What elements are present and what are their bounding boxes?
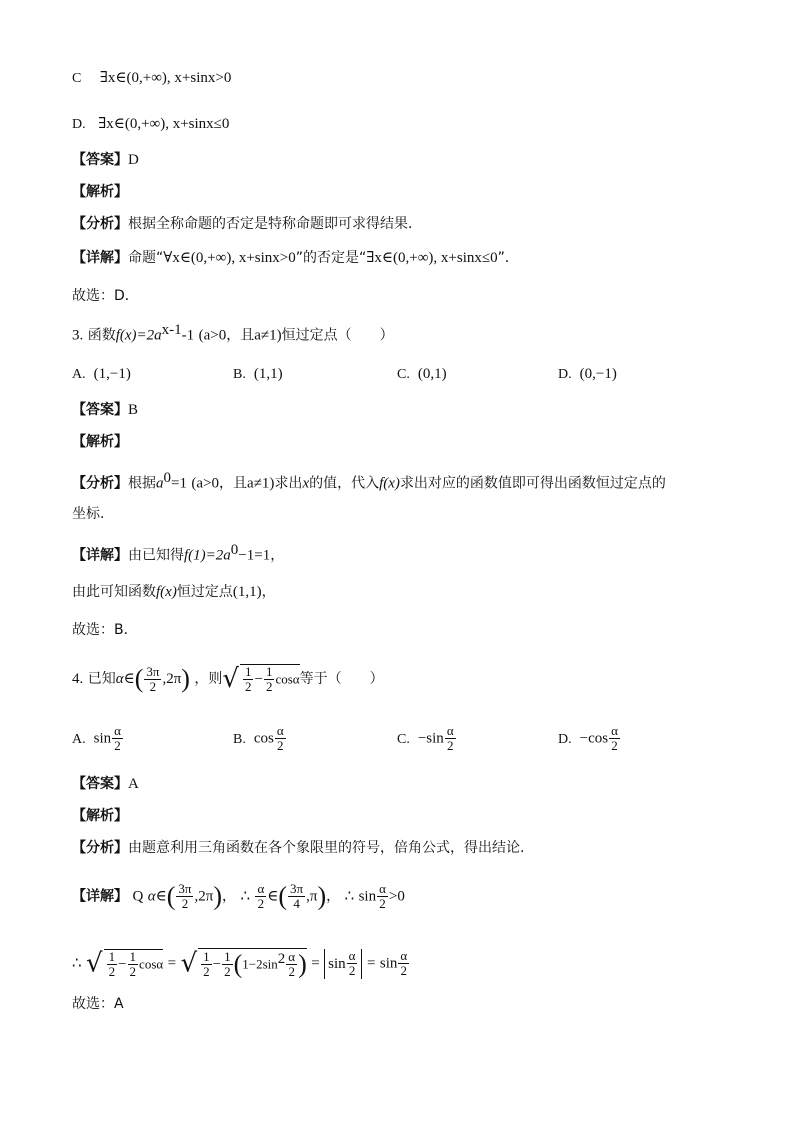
frac-den: 2 <box>203 964 210 980</box>
fraction <box>609 724 620 753</box>
option-label: B. <box>233 731 246 747</box>
xiangjie-sup: 0 <box>230 542 239 558</box>
q3-option-c <box>397 364 447 385</box>
in-symbol: ∈ <box>267 888 279 905</box>
fraction <box>201 950 212 979</box>
fraction <box>275 724 286 753</box>
q4-stem <box>72 664 384 694</box>
stem-expr: f(x)=2a <box>115 327 162 344</box>
option-prefix: sin <box>93 730 112 747</box>
answer-tag: 【答案】 <box>72 402 128 418</box>
fenxi-text: 根据全称命题的否定是特称命题即可求得结果． <box>128 216 422 232</box>
frac-den: 2 <box>379 896 386 911</box>
frac-num: 1 <box>203 949 210 965</box>
option-expr: ∃x∈(0,+∞), x+sinx>0 <box>99 70 232 86</box>
frac-num: 1 <box>224 949 231 965</box>
sin-gt: >0 <box>388 888 405 905</box>
q3-select <box>72 620 138 640</box>
analysis-tag: 【解析】 <box>72 808 128 824</box>
q3-line2 <box>72 582 276 602</box>
left-paren: ( <box>166 881 176 911</box>
fenxi-cond: (a>0 <box>191 475 220 492</box>
stem-mid: ,2π <box>194 888 214 905</box>
q2-analysis-tag <box>72 182 128 202</box>
therefore-symbol: ∴ <box>240 888 250 905</box>
frac-den: 2 <box>400 963 408 979</box>
q3-analysis-tag <box>72 432 128 452</box>
analysis-tag: 【解析】 <box>72 434 128 450</box>
fenxi-expr: =1 <box>171 475 187 492</box>
frac-den: 2 <box>277 738 284 753</box>
minus: − <box>212 956 222 973</box>
fenxi-sup: 0 <box>163 470 171 486</box>
sqrt-icon: √ <box>86 948 103 979</box>
comma: ， <box>326 888 341 905</box>
frac-num: 1 <box>265 664 273 679</box>
frac-den: 2 <box>446 738 454 753</box>
equals: = <box>311 955 320 972</box>
frac-den: 2 <box>348 963 356 979</box>
stem-text: 恒过定点（ ） <box>281 327 394 344</box>
frac-num: α <box>348 948 356 964</box>
q3-option-a <box>72 364 131 385</box>
fenxi-text: 根据 <box>128 475 156 492</box>
fenxi-text: 坐标. <box>72 506 105 522</box>
frac-den: 2 <box>257 896 265 911</box>
frac-num: α <box>379 881 386 896</box>
fenxi-text: ，且 <box>219 475 248 492</box>
right-paren: ) <box>213 881 222 911</box>
comma: ， <box>221 888 236 905</box>
frac-num: 3π <box>146 663 160 679</box>
option-label: B. <box>233 367 246 382</box>
option-prefix: −cos <box>579 730 609 747</box>
q3-option-d <box>558 364 617 385</box>
fenxi-expr: a <box>156 475 164 492</box>
frac-num: α <box>276 723 284 738</box>
stem-text: ，且 <box>226 327 255 344</box>
equals: = <box>167 955 177 972</box>
option-value: (1,1) <box>253 366 283 382</box>
frac-num: α <box>114 723 121 738</box>
fraction <box>398 949 409 978</box>
q4-eq-line <box>72 948 410 979</box>
select-text: 故选：A <box>72 996 124 1012</box>
fenxi-tag: 【分析】 <box>72 216 128 232</box>
answer-tag: 【答案】 <box>72 776 128 792</box>
xiangjie-text: ， <box>270 547 285 564</box>
q3-xiangjie <box>72 540 284 566</box>
option-value: (0,1) <box>417 366 447 382</box>
equals: = <box>366 955 376 972</box>
q2-xiangjie <box>72 248 519 268</box>
q4-option-a <box>72 724 124 753</box>
option-label: C <box>72 71 82 86</box>
fraction <box>107 950 118 979</box>
q2-answer <box>72 150 139 170</box>
option-label: A. <box>72 367 86 382</box>
xiangjie-text: 由已知得 <box>128 547 184 564</box>
fenxi-text: 求出对应的函数值即可得出函数恒过定点的 <box>399 475 666 492</box>
xiangjie-tag: 【详解】 <box>72 547 128 564</box>
pi-end: ,π <box>306 888 318 905</box>
stem-alpha: α∈ <box>115 671 135 687</box>
q4-fenxi <box>72 838 524 858</box>
option-label: D. <box>558 367 572 382</box>
sin: sin <box>379 955 398 972</box>
frac-den: 2 <box>244 679 252 694</box>
q4-option-c <box>397 724 457 753</box>
frac-den: 2 <box>611 738 618 753</box>
option-prefix: −sin <box>417 730 444 747</box>
alpha-in: α∈ <box>147 888 167 905</box>
q2-fenxi <box>72 214 422 234</box>
line-point: (1,1) <box>232 584 262 600</box>
xiangjie-tag: 【详解】 <box>72 250 128 266</box>
q4-select <box>72 994 124 1014</box>
q2-select <box>72 286 139 306</box>
frac-den: 2 <box>265 679 273 694</box>
fenxi-text: 的值，代入 <box>309 475 380 492</box>
q4-option-d <box>558 724 621 753</box>
option-label: C. <box>397 367 410 382</box>
select-text: 故选：D． <box>72 288 139 304</box>
sin: sin <box>328 955 346 972</box>
stem-mid: ,2π <box>162 671 182 687</box>
fenxi-var: x <box>302 475 310 492</box>
fenxi-text: 由题意利用三角函数在各个象限里的符号，倍角公式，得出结论. <box>128 840 525 856</box>
therefore-symbol: ∴ <box>344 888 355 905</box>
stem-text: 已知 <box>87 671 116 687</box>
right-paren: ) <box>298 949 307 979</box>
radicand <box>104 949 164 979</box>
q3-stem <box>72 320 394 346</box>
fenxi-cond: a≠1) <box>247 475 275 492</box>
frac-num: α <box>611 723 618 738</box>
left-paren: ( <box>278 881 288 911</box>
fraction <box>144 665 161 694</box>
answer-value: A <box>128 776 139 792</box>
q3-answer <box>72 400 138 420</box>
stem-text: 函数 <box>87 327 116 344</box>
frac-num: α <box>400 948 408 964</box>
radicand <box>240 664 300 694</box>
frac-den: 2 <box>224 964 231 980</box>
q4-option-b <box>233 724 287 753</box>
cos-alpha: cosα <box>275 671 300 687</box>
analysis-tag: 【解析】 <box>72 184 128 200</box>
stem-sup: x-1 <box>161 322 182 338</box>
stem-cond: a≠1) <box>254 327 282 344</box>
select-text: 故选：B． <box>72 622 138 638</box>
fraction <box>264 665 275 694</box>
prev-option-d <box>72 114 229 135</box>
frac-den: 2 <box>181 896 189 911</box>
frac-num: 1 <box>108 948 116 964</box>
fraction <box>286 950 297 979</box>
line-text: 由此可知函数 <box>72 584 156 600</box>
answer-value: B <box>128 402 139 418</box>
fenxi-fx: f(x) <box>379 475 400 492</box>
q3-fenxi-cont <box>72 504 104 524</box>
frac-num: 3π <box>178 881 192 896</box>
bracket-inner: 1−2sin <box>242 956 278 972</box>
fraction <box>445 724 456 753</box>
line-fx: f(x) <box>156 584 177 600</box>
right-paren: ) <box>317 881 327 911</box>
radicand <box>198 948 307 979</box>
prev-option-c <box>72 68 231 89</box>
option-label: C. <box>397 731 410 747</box>
answer-tag: 【答案】 <box>72 152 128 168</box>
fraction <box>347 949 358 978</box>
sqrt-icon: √ <box>180 948 198 979</box>
xiangjie-tag: 【详解】 <box>72 888 128 905</box>
fraction <box>176 882 193 911</box>
xiangjie-expr: f(1)=2a <box>184 547 231 564</box>
fraction <box>128 950 139 979</box>
option-value: (1,−1) <box>93 366 131 382</box>
xiangjie-text: 命题“ <box>128 250 164 266</box>
fraction <box>377 882 388 911</box>
xiangjie-expr: ∀x∈(0,+∞), x+sinx>0 <box>163 250 296 266</box>
frac-num: α <box>446 723 454 738</box>
stem-text: ，则 <box>194 671 223 687</box>
question-number: 3. <box>72 327 84 344</box>
frac-den: 4 <box>293 896 300 911</box>
option-expr: ∃x∈(0,+∞), x+sinx≤0 <box>98 116 230 132</box>
fraction <box>222 950 233 979</box>
q4-analysis-tag <box>72 806 128 826</box>
frac-den: 2 <box>108 963 116 979</box>
minus: − <box>118 956 127 973</box>
frac-num: α <box>257 881 265 896</box>
xiangjie-text: ”． <box>497 250 519 266</box>
fenxi-text: 求出 <box>274 475 303 492</box>
frac-num: 1 <box>129 948 137 964</box>
fraction <box>255 882 266 911</box>
sup-2: 2 <box>277 951 286 967</box>
frac-den: 2 <box>114 738 121 753</box>
q3-fenxi <box>72 468 666 494</box>
q4-xiangjie <box>72 882 405 911</box>
fraction <box>288 882 305 911</box>
fenxi-tag: 【分析】 <box>72 840 128 856</box>
cos-alpha: cosα <box>139 956 164 972</box>
option-label: D. <box>72 117 86 132</box>
absolute-value <box>324 949 362 979</box>
q3-option-b <box>233 364 283 385</box>
fenxi-tag: 【分析】 <box>72 475 128 492</box>
xiangjie-expr: −1=1 <box>238 547 271 564</box>
line-text: 恒过定点 <box>176 584 233 600</box>
option-label: A. <box>72 731 86 747</box>
frac-num: 3π <box>290 881 304 896</box>
option-prefix: cos <box>253 730 274 747</box>
left-paren: ( <box>134 664 144 693</box>
sin: sin <box>358 888 377 905</box>
line-text: ， <box>261 584 276 600</box>
frac-den: 2 <box>149 678 157 694</box>
frac-num: 1 <box>244 664 252 679</box>
frac-den: 2 <box>129 963 137 979</box>
minus: − <box>254 671 263 688</box>
option-label: D. <box>558 731 572 747</box>
xiangjie-text: ”的否定是“ <box>295 250 367 266</box>
therefore-symbol: ∴ <box>72 955 82 972</box>
xiangjie-expr: ∃x∈(0,+∞), x+sinx≤0 <box>366 250 498 266</box>
frac-den: 2 <box>288 964 295 980</box>
fraction <box>243 665 254 694</box>
option-value: (0,−1) <box>579 366 617 382</box>
question-number: 4. <box>72 671 84 687</box>
answer-value: D <box>128 152 139 168</box>
left-paren: ( <box>233 949 243 979</box>
frac-num: α <box>288 949 296 965</box>
fraction <box>112 724 123 753</box>
sqrt-icon: √ <box>222 664 239 694</box>
because-symbol: Q <box>132 888 144 905</box>
q4-answer <box>72 774 139 794</box>
stem-text: 等于（ ） <box>299 671 384 687</box>
stem-cond: (a>0 <box>198 327 227 344</box>
stem-expr: -1 <box>181 327 195 344</box>
right-paren: ) <box>181 664 190 693</box>
